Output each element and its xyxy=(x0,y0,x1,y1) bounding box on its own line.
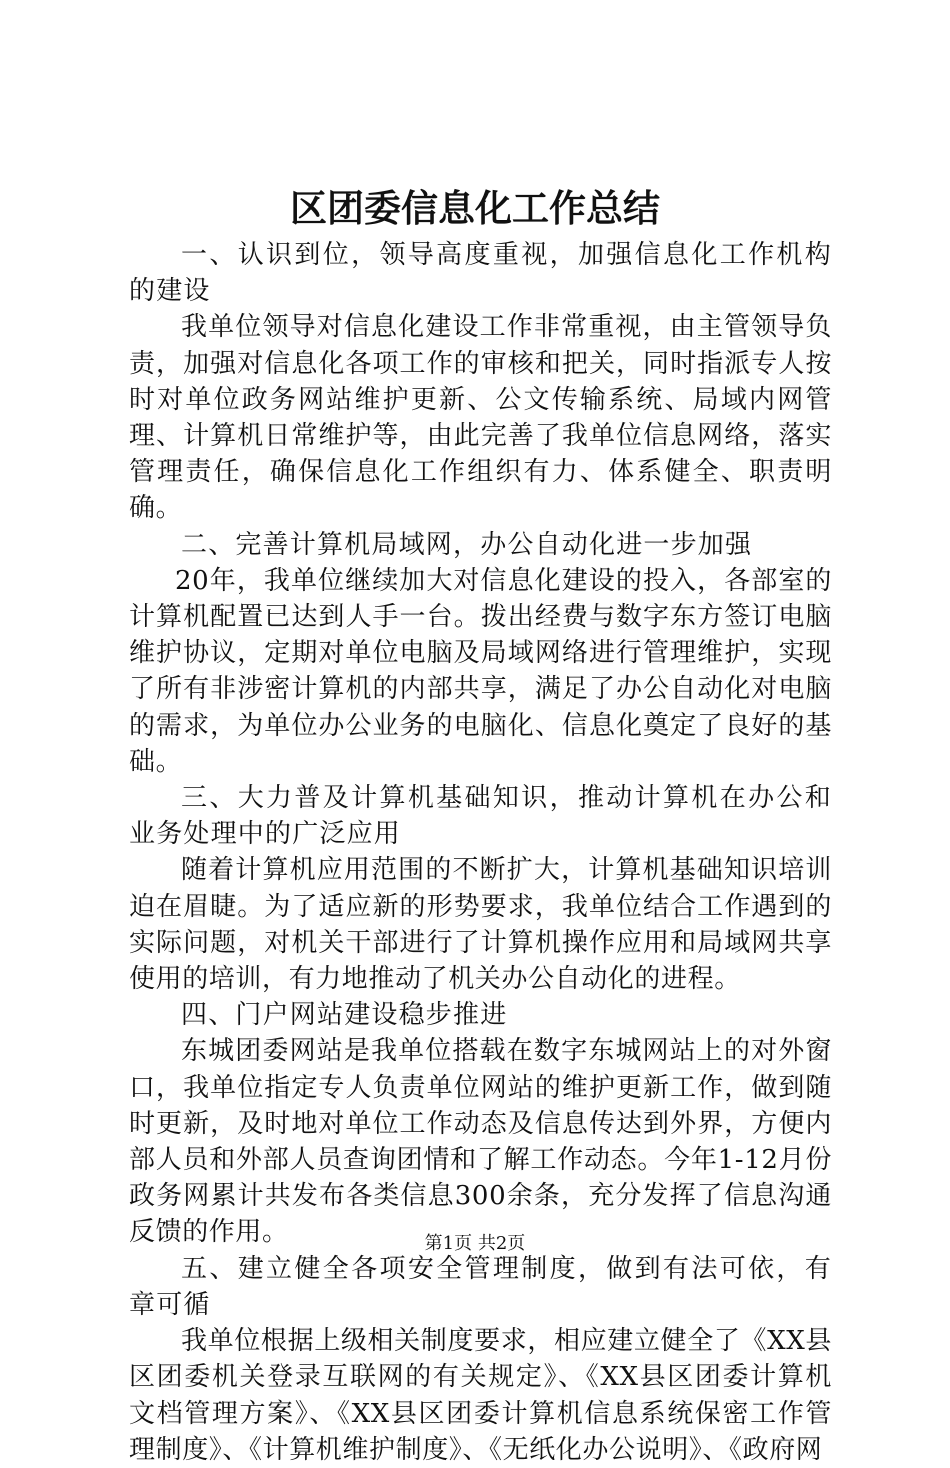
page-title: 区团委信息化工作总结 xyxy=(290,186,660,230)
section-paragraph-2: 20年，我单位继续加大对信息化建设的投入，各部室的计算机配置已达到人手一台。拨出经费与数字东方签订电脑维护协议，定期对单位电脑及局域网络进行管理维护，实现了所有非涉密计算机的内部共享，满足了办公自动化对电脑的需求，为单位办公业务的电脑化、信息化奠定了良好的基础。 xyxy=(129,565,832,777)
section-heading-5: 五、建立健全各项安全管理制度，做到有法可依，有章可循 xyxy=(129,1253,832,1320)
section-heading-3: 三、大力普及计算机基础知识，推动计算机在办公和业务处理中的广泛应用 xyxy=(129,783,832,850)
section-heading-2: 二、完善计算机局域网，办公自动化进一步加强 xyxy=(181,529,753,560)
section-heading-4: 四、门户网站建设稳步推进 xyxy=(181,1000,508,1031)
section-paragraph-3: 随着计算机应用范围的不断扩大，计算机基础知识培训迫在眉睫。为了适应新的形势要求，我单位结合工作遇到的实际问题，对机关干部进行了计算机操作应用和局域网共享使用的培训，有力地推动了机关办公自动化的进程。 xyxy=(129,855,832,995)
page-footer: 第1页 共2页 xyxy=(424,1233,526,1254)
section-paragraph-4: 东城团委网站是我单位搭载在数字东城网站上的对外窗口，我单位指定专人负责单位网站的维护更新工作，做到随时更新，及时地对单位工作动态及信息传达到外界，方便内部人员和外部人员查询团情和了解工作动态。今年1-12月份政务网累计共发布各类信息300余条，充分发挥了信息沟通反馈的作用。 xyxy=(129,1036,832,1248)
section-heading-1: 一、认识到位，领导高度重视，加强信息化工作机构的建设 xyxy=(129,240,832,307)
section-paragraph-5: 我单位根据上级相关制度要求，相应建立健全了《XX县区团委机关登录互联网的有关规定》、《XX县区团委计算机文档管理方案》、《XX县区团委计算机信息系统保密工作管理制度》、《计算机维护制度》、《无纸化办公说明》、《政府网 xyxy=(129,1326,832,1465)
document-body xyxy=(129,237,832,1468)
section-paragraph-1: 我单位领导对信息化建设工作非常重视，由主管领导负责，加强对信息化各项工作的审核和把关，同时指派专人按时对单位政务网站维护更新、公文传输系统、局域内网管理、计算机日常维护等，由此完善了我单位信息网络，落实管理责任，确保信息化工作组织有力、体系健全、职责明确。 xyxy=(129,312,832,524)
